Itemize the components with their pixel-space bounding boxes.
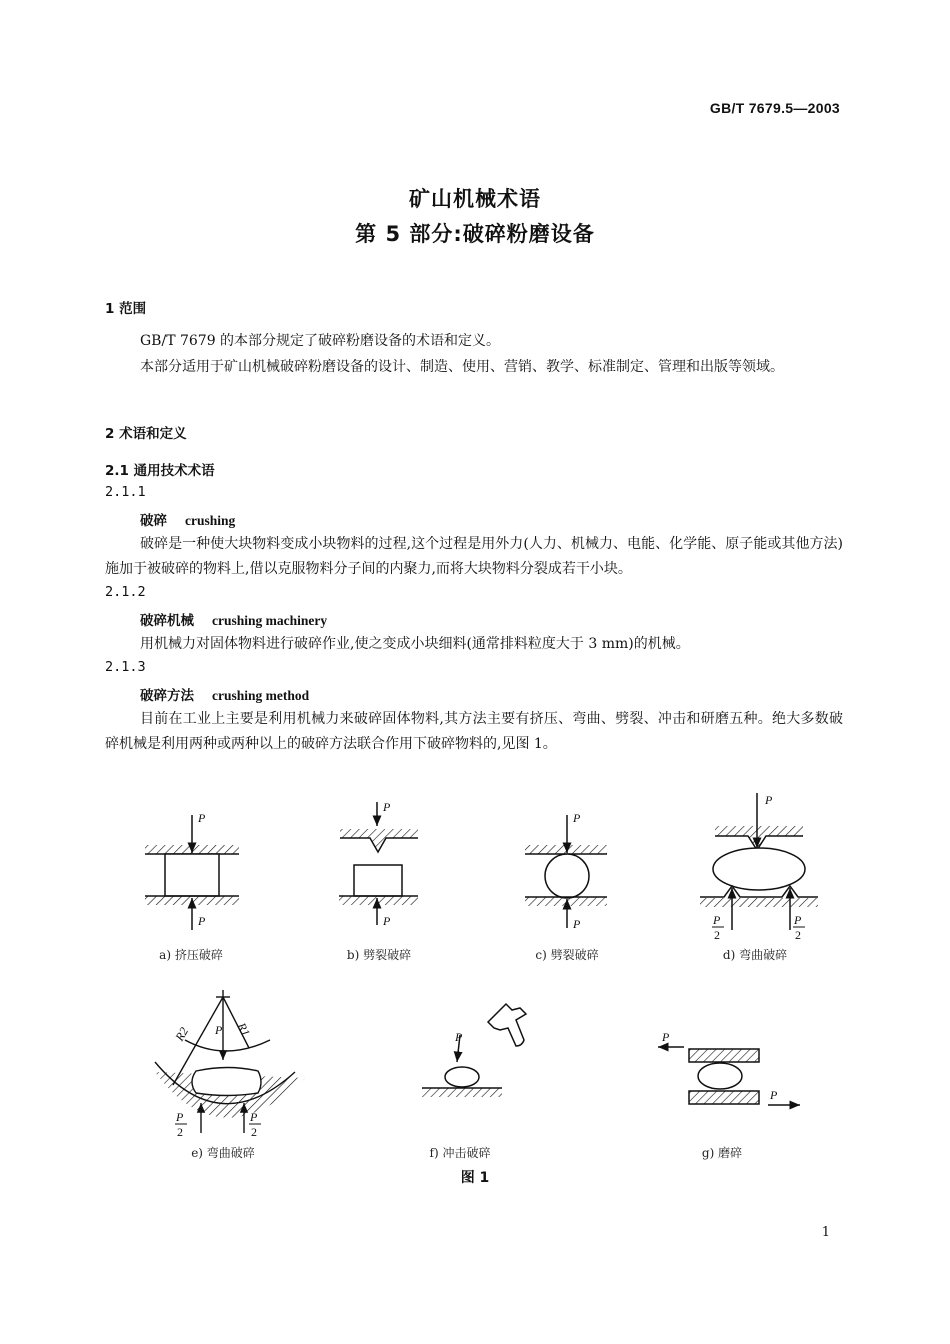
term-heading [140, 509, 235, 529]
caption-f: f) 冲击破碎 [429, 1146, 491, 1160]
term-cn: 破碎 [140, 513, 167, 529]
title-line-1: 矿山机械术语 [409, 187, 541, 211]
half-force-fraction [249, 1110, 261, 1139]
section-1-para-1: GB/T 7679 的本部分规定了破碎粉磨设备的术语和定义。 [140, 333, 501, 349]
section-2-1-heading: 2.1 通用技术术语 [105, 463, 215, 479]
title-line-2: 第 5 部分:破碎粉磨设备 [355, 222, 595, 246]
svg-text:2: 2 [795, 928, 801, 942]
term-cn: 破碎机械 [140, 613, 194, 629]
radius-label: R2 [172, 1024, 192, 1044]
svg-text:2: 2 [177, 1125, 183, 1139]
diagram-f-impact [422, 1004, 526, 1097]
force-label: P [383, 800, 391, 814]
diagram-g-grinding [658, 1047, 800, 1105]
caption-e: e) 弯曲破碎 [191, 1146, 255, 1160]
force-label: P [573, 917, 581, 931]
force-label: P [662, 1030, 670, 1044]
section-1-para-2: 本部分适用于矿山机械破碎粉磨设备的设计、制造、使用、营销、教学、标准制定、管理和出版等领域。 [140, 359, 784, 375]
svg-text:2: 2 [251, 1125, 257, 1139]
term-definition: 目前在工业上主要是利用机械力来破碎固体物料,其方法主要有挤压、弯曲、劈裂、冲击和研磨五种。绝大多数破碎机械是利用两种或两种以上的破碎方法联合作用下破碎物料的,见图 1。 [105, 711, 843, 752]
force-label: P [455, 1030, 463, 1044]
caption-c: c) 劈裂破碎 [535, 948, 599, 962]
force-label: P [573, 811, 581, 825]
svg-text:P: P [176, 1110, 184, 1124]
term-heading [140, 684, 309, 704]
svg-text:P: P [794, 913, 802, 927]
figure-1 [0, 780, 950, 1200]
term-number: 2.1.2 [105, 584, 146, 600]
half-force-fraction [793, 913, 805, 942]
force-label: P [770, 1088, 778, 1102]
svg-text:P: P [713, 913, 721, 927]
half-force-fraction [175, 1110, 187, 1139]
caption-a: a) 挤压破碎 [159, 948, 223, 962]
term-definition: 破碎是一种使大块物料变成小块物料的过程,这个过程是用外力(人力、机械力、电能、化学能、原子能或其他方法)施加于被破碎的物料上,借以克服物料分子间的内聚力,而将大块物料分裂成若干小块。 [105, 536, 843, 577]
section-2-heading: 2 术语和定义 [105, 426, 187, 442]
caption-d: d) 弯曲破碎 [722, 948, 788, 962]
page-number: 1 [821, 1225, 830, 1240]
term-en: crushing method [212, 688, 310, 703]
force-label: P [383, 914, 391, 928]
force-label: P [198, 914, 206, 928]
term-en: crushing machinery [212, 613, 328, 628]
svg-text:P: P [250, 1110, 258, 1124]
standard-number: GB/T 7679.5—2003 [709, 100, 840, 116]
caption-g: g) 磨碎 [701, 1146, 743, 1160]
diagram-d-bending [700, 793, 818, 930]
diagram-c-splitting [525, 815, 607, 928]
diagram-a-compression [145, 815, 239, 930]
term-heading [140, 609, 327, 629]
force-label: P [215, 1023, 223, 1037]
term-cn: 破碎方法 [140, 688, 194, 704]
term-number: 2.1.3 [105, 659, 146, 675]
section-1-heading: 1 范围 [105, 301, 147, 317]
term-en: crushing [185, 513, 236, 528]
half-force-fraction [712, 913, 724, 942]
force-label: P [765, 793, 773, 807]
svg-text:2: 2 [714, 928, 720, 942]
term-number: 2.1.1 [105, 484, 146, 500]
diagram-b-splitting [339, 802, 418, 925]
figure-title: 图 1 [460, 1170, 490, 1186]
caption-b: b) 劈裂破碎 [346, 948, 412, 962]
radius-label: R1 [234, 1020, 254, 1039]
term-definition: 用机械力对固体物料进行破碎作业,使之变成小块细料(通常排料粒度大于 3 mm)的机械。 [140, 636, 690, 652]
force-label: P [198, 811, 206, 825]
